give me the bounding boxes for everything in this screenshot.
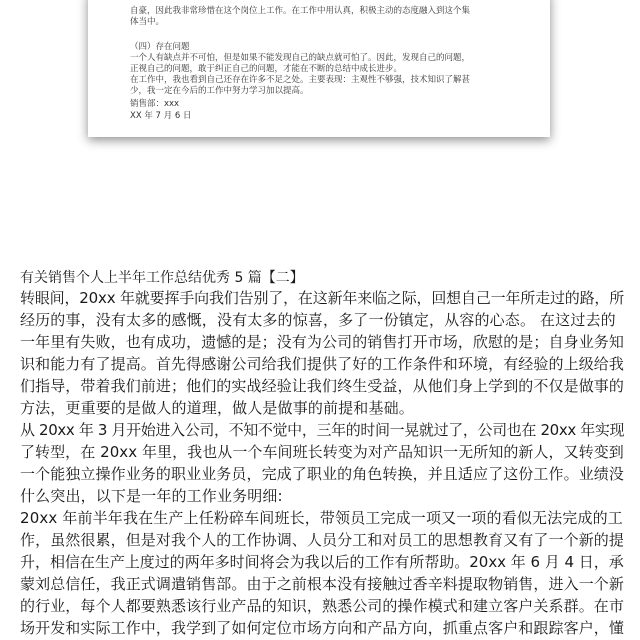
article-line: 蒙刘总信任，我正式调遣销售部。由于之前根本没有接触过香辛料提取物销售，进入一个新 [20,575,625,593]
article-line: 的行业，每个人都要熟悉该行业产品的知识，熟悉公司的操作模式和建立客户关系群。在市 [20,597,625,615]
article-line: 作，虽然很累，但是对我个人的工作协调、人员分工和对员工的思想教育又有了一个新的提 [20,531,625,549]
card-text-line: 正视自己的问题，敢于纠正自己的问题，才能在不断的总结中成长进步。 [130,64,403,74]
article-line: 升，相信在生产上度过的两年多时间将会为我以后的工作有所帮助。20xx 年 6 月 4 日，承 [20,553,624,571]
card-text-line: 一个人有缺点并不可怕，但是如果不能发现自己的缺点就可怕了。因此，发现自己的问题， [130,53,471,63]
document-page-preview [88,0,550,137]
card-section-title: （四）存在问题 [130,42,190,52]
article-line: 转眼间，20xx 年就要挥手向我们告别了，在这新年来临之际，回想自己一年所走过的路，所 [20,289,625,307]
article-line: 从 20xx 年 3 月开始进入公司，不知不觉中，三年的时间一晃就过了，公司也在 20xx 年实现 [20,421,625,439]
article-heading: 有关销售个人上半年工作总结优秀 5 篇【二】 [20,270,304,286]
card-text-line: 在工作中，我也看到自己还存在许多不足之处。主要表现：主观性不够强，技术知识了解甚 [130,75,471,85]
article-line: 一个能独立操作业务的职业业务员，完成了职业的角色转换，并且适应了这份工作。业绩没 [20,465,625,483]
article-line: 们指导，带着我们前进；他们的实战经验让我们终生受益，从他们身上学到的不仅是做事的 [20,377,625,395]
card-text-line: 体当中。 [130,17,165,27]
article-line: 20xx 年前半年我在生产上任粉碎车间班长，带领员工完成一项又一项的看似无法完成的工 [20,509,623,527]
card-signature-date: XX 年 7 月 6 日 [130,111,192,121]
card-signature-department: 销售部：xxx [130,99,180,109]
article-line: 什么突出，以下是一年的工作业务明细: [20,487,283,505]
article-line: 了转型，在 20xx 年里，我也从一个车间班长转变为对产品知识一无所知的新人，又转变到 [20,443,624,461]
article-line: 识和能力有了提高。首先得感谢公司给我们提供了好的工作条件和环境，有经验的上级给我 [20,355,625,373]
article-line: 场开发和实际工作中，我学到了如何定位市场方向和产品方向，抓重点客户和跟踪客户，懂 [20,619,625,637]
article-line: 一年里有失败，也有成功，遗憾的是；没有为公司的销售打开市场，欣慰的是；自身业务知 [20,333,625,351]
article-line: 经历的事，没有太多的感慨，没有太多的惊喜，多了一份镇定，从容的心态。 在这过去的 [20,311,616,329]
card-text-line: 少，我一定在今后的工作中努力学习加以提高。 [130,86,309,96]
article-line: 方法，更重要的是做人的道理，做人是做事的前提和基础。 [20,399,414,417]
card-text-line: 自豪，因此我非常珍惜在这个岗位上工作。在工作中用认真，积极主动的态度融入到这个集 [130,6,471,16]
